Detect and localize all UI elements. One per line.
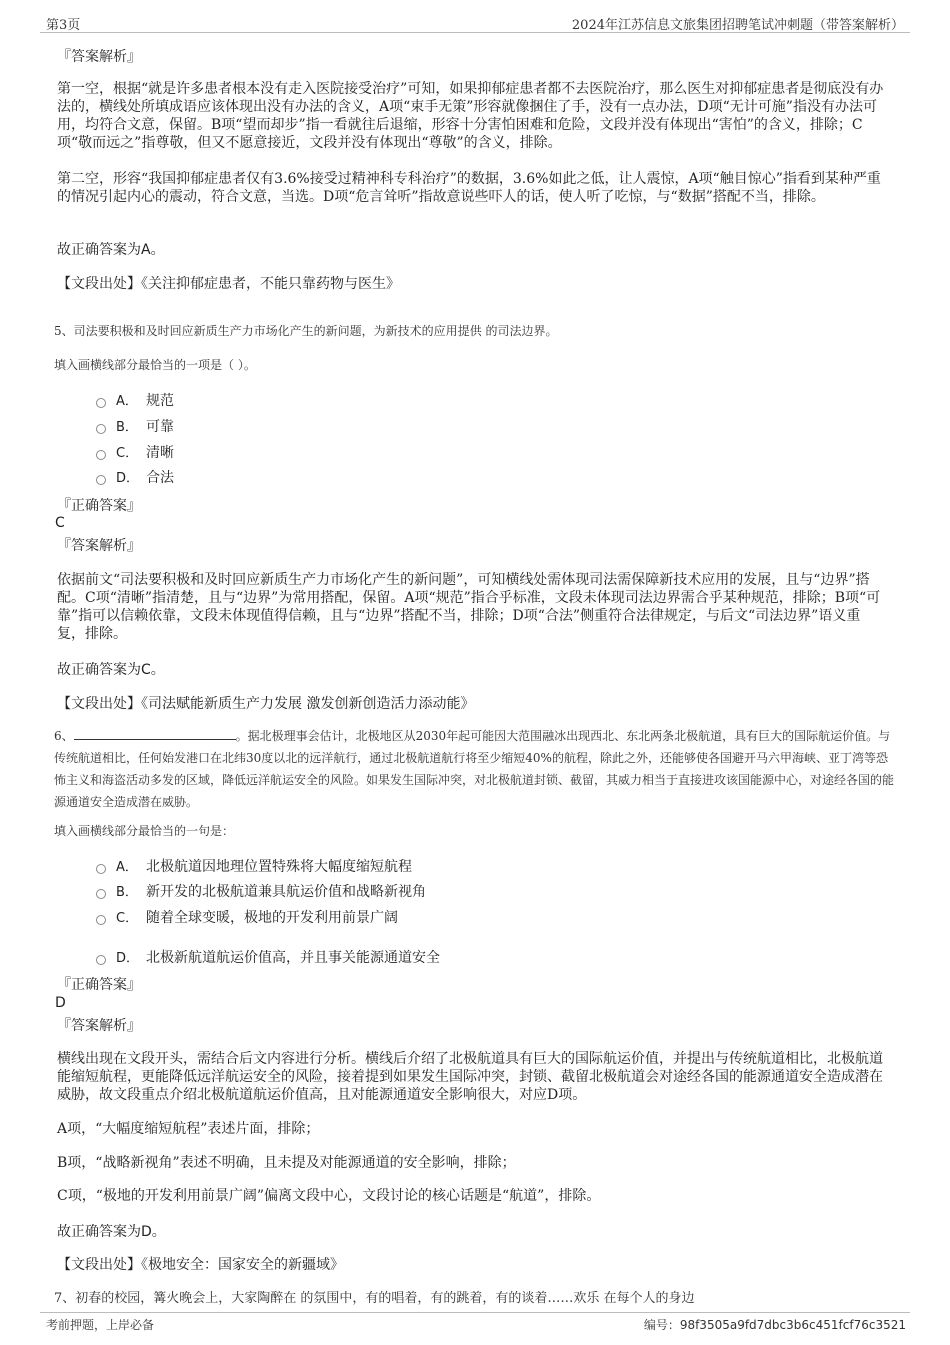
option-c[interactable]: C． 清晰 (96, 444, 174, 463)
page-footer (40, 1312, 910, 1337)
conclusion: 故正确答案为A。 (57, 242, 165, 258)
question-prompt: 填入画横线部分最恰当的一句是： (54, 824, 235, 838)
option-b[interactable]: B． 新开发的北极航道兼具航运价值和战略新视角 (96, 883, 426, 902)
analysis-label: 『答案解析』 (57, 1018, 141, 1034)
correct-answer-label: 『正确答案』 (57, 977, 141, 993)
option-d[interactable]: D． 北极新航道航运价值高，并且事关能源通道安全 (96, 949, 440, 968)
option-b-note: B项，“战略新视角”表述不明确，且未提及对能源通道的安全影响，排除； (57, 1155, 516, 1171)
radio-icon[interactable] (96, 450, 106, 460)
analysis-label: 『答案解析』 (57, 49, 141, 65)
option-c-note: C项，“极地的开发利用前景广阔”偏离文段中心，文段讨论的核心话题是“航道”，排除。 (57, 1188, 601, 1204)
analysis-paragraph-2: 第二空，形容“我国抑郁症患者仅有3.6%接受过精神科专科治疗”的数据，3.6%如此之低，让人震惊，A项“触目惊心”指看到某种严重的情况引起内心的震动，符合文意，当选。D项“危言耸听”指故意说些吓人的话，使人听了吃惊，与“数据”搭配不当，排除。 (57, 171, 881, 205)
radio-icon[interactable] (96, 398, 106, 408)
radio-icon[interactable] (96, 475, 106, 485)
conclusion: 故正确答案为C。 (57, 662, 165, 678)
analysis-paragraph-1: 第一空，根据“就是许多患者根本没有走入医院接受治疗”可知，如果抑郁症患者都不去医院治疗，那么医生对抑郁症患者是彻底没有办法的，横线处所填成语应该体现出没有办法的含义，A项“束手无策”形容就像捆住了手，没有一点办法，D项“无计可施”指没有办法可用，均符合文意，保留。B项“望而却步”指一看就往后退缩，形容十分害怕困难和危险，文段并没有体现出“害怕”的含义，排除；C项“敬而远之”指尊敬，但又不愿意接近，文段并没有体现出“尊敬”的含义，排除。 (57, 81, 884, 151)
conclusion: 故正确答案为D。 (57, 1224, 166, 1240)
document-title: 2024年江苏信息文旅集团招聘笔试冲刺题（带答案解析） (571, 18, 904, 33)
radio-icon[interactable] (96, 889, 106, 899)
option-d[interactable]: D． 合法 (96, 469, 174, 488)
radio-icon[interactable] (96, 424, 106, 434)
option-b[interactable]: B． 可靠 (96, 418, 174, 437)
analysis-paragraph: 依据前文“司法要积极和及时回应新质生产力市场化产生的新问题”，可知横线处需体现司法需保障新技术应用的发展，且与“边界”搭配。C项“清晰”指清楚，且与“边界”为常用搭配，保留。A项“规范”指合乎标准，文段未体现司法边界需合乎某种规范，排除；B项“可靠”指可以信赖依靠，文段未体现值得信赖，且与“边界”搭配不当，排除；D项“合法”侧重符合法律规定，与后文“司法边界”语义重复，排除。 (57, 572, 881, 642)
option-a[interactable]: A． 规范 (96, 392, 174, 411)
radio-icon[interactable] (96, 864, 106, 874)
radio-icon[interactable] (96, 915, 106, 925)
correct-answer: D (55, 995, 66, 1011)
option-a[interactable]: A． 北极航道因地理位置特殊将大幅度缩短航程 (96, 858, 412, 877)
page-header (40, 10, 910, 33)
source-citation: 【文段出处】《关注抑郁症患者，不能只靠药物与医生》 (57, 276, 400, 292)
radio-icon[interactable] (96, 955, 106, 965)
document-id: 编号：98f3505a9fd7dbc3b6c451fcf76c3521 (643, 1318, 906, 1332)
question-stem: 5、司法要积极和及时回应新质生产力市场化产生的新问题，为新技术的应用提供 的司法边界。 (54, 324, 558, 338)
source-citation: 【文段出处】《司法赋能新质生产力发展 激发创新创造活力添动能》 (57, 696, 475, 712)
question-stem-partial: 7、初春的校园，篝火晚会上，大家陶醉在 的氛围中，有的唱着，有的跳着，有的谈着……欢乐 在每个人的身边 (54, 1291, 695, 1306)
page-number: 第3页 (46, 18, 81, 33)
question-prompt: 填入画横线部分最恰当的一项是（ ）。 (54, 358, 256, 372)
footer-slogan: 考前押题，上岸必备 (46, 1318, 155, 1332)
option-c[interactable]: C． 随着全球变暖，极地的开发利用前景广阔 (96, 909, 398, 928)
analysis-paragraph: 横线出现在文段开头，需结合后文内容进行分析。横线后介绍了北极航道具有巨大的国际航运价值，并提出与传统航道相比，北极航道能缩短航程，更能降低远洋航运安全的风险，接着提到如果发生国际冲突，封锁、截留北极航道会对途经各国的能源通道安全造成潜在威胁，故文段重点介绍北极航道航运价值高，且对能源通道安全影响很大，对应D项。 (57, 1051, 883, 1103)
option-a-note: A项，“大幅度缩短航程”表述片面，排除； (57, 1121, 320, 1137)
source-citation: 【文段出处】《极地安全：国家安全的新疆域》 (57, 1257, 344, 1273)
question-stem: 6、 。据北极理事会估计，北极地区从2030年起可能因大范围融冰出现西北、东北两条北极航道，具有巨大的国际航运价值。与传统航道相比，任何始发港口在北纬30度以北的远洋航行，通过北极航道航行将至少缩短40%的航程，除此之外，还能够使各国避开马六甲海峡、亚丁湾等恐怖主义和海盗活动多发的区域，降低远洋航运安全的风险。如果发生国际冲突，对北极航道封锁、截留，其威力相当于直接进攻该国能源中心，对途经各国的能源通道安全造成潜在威胁。 (54, 729, 895, 809)
correct-answer: C (55, 515, 65, 531)
analysis-label: 『答案解析』 (57, 538, 141, 554)
fill-blank (74, 727, 236, 740)
correct-answer-label: 『正确答案』 (57, 498, 141, 514)
